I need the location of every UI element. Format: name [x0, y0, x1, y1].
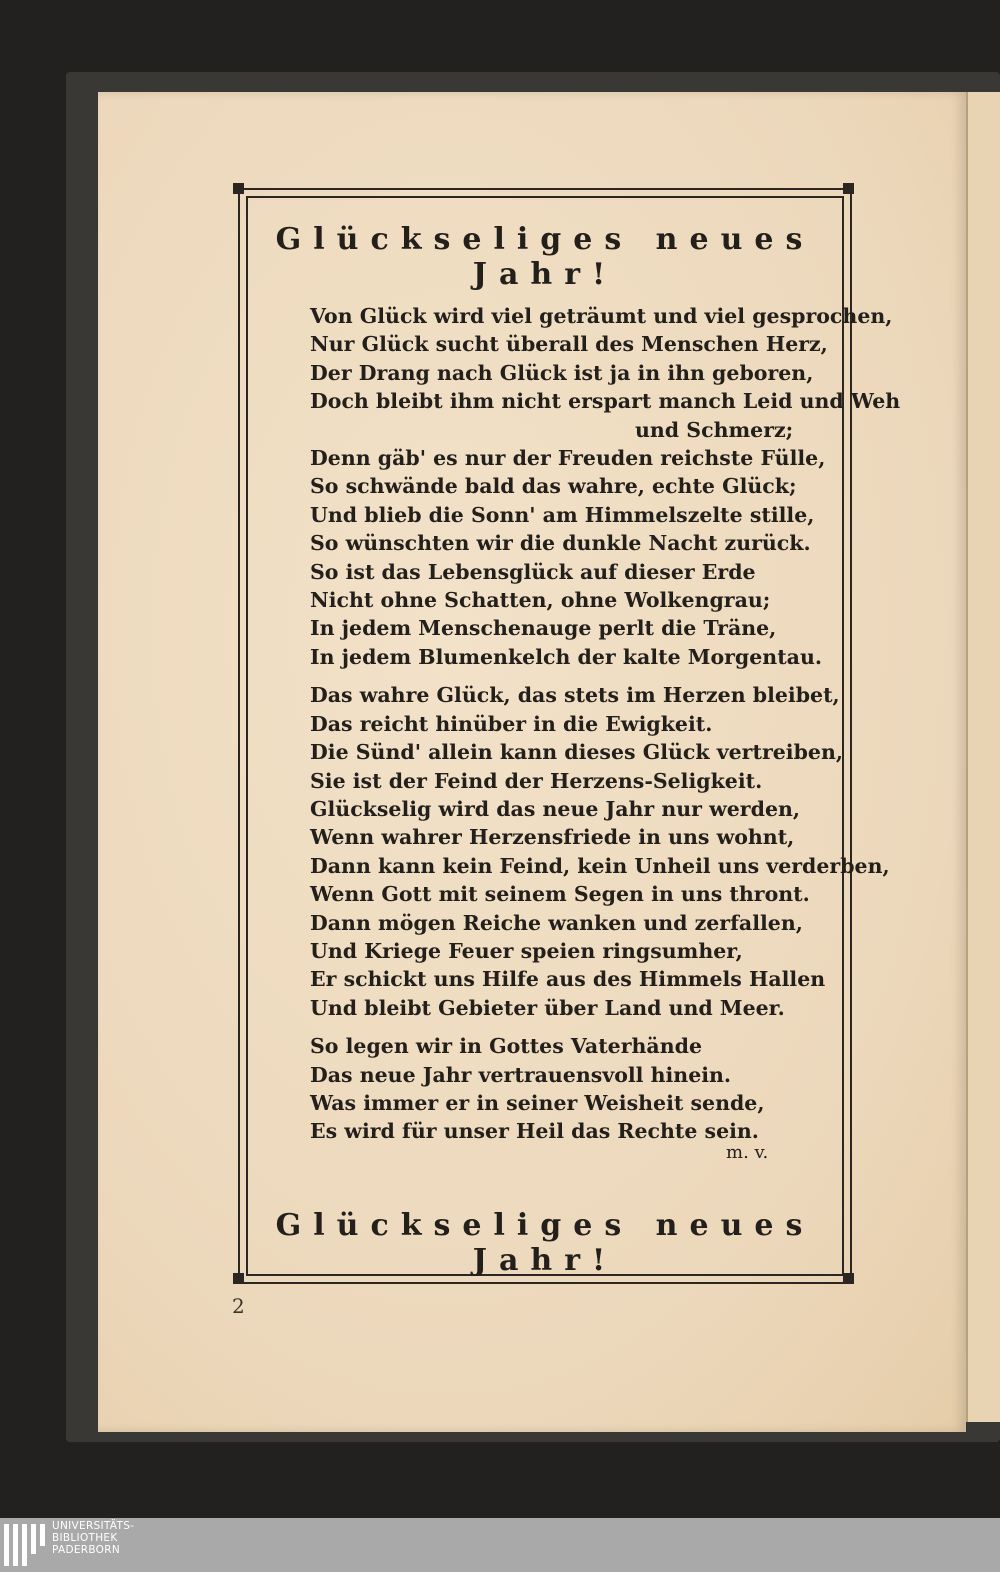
poem-line: Dann mögen Reiche wanken und zerfallen,	[310, 910, 803, 935]
poem-title-top: Glückseliges neues Jahr!	[275, 222, 815, 292]
library-name-line: PADERBORN	[52, 1544, 120, 1556]
frame-corner-top-right	[843, 183, 854, 194]
poem-line: In jedem Menschenauge perlt die Träne,	[310, 616, 777, 641]
poem-line: Die Sünd' allein kann dieses Glück vertreiben,	[310, 740, 843, 765]
frame-corner-bottom-right	[843, 1273, 854, 1284]
poem-line: Nur Glück sucht überall des Menschen Herz,	[310, 332, 828, 357]
poem-line: So ist das Lebensglück auf dieser Erde	[310, 559, 756, 584]
library-footer	[0, 1518, 1000, 1572]
page-number: 2	[232, 1294, 245, 1318]
poem-line: Und blieb die Sonn' am Himmelszelte stille,	[310, 502, 815, 527]
poem-line: Doch bleibt ihm nicht erspart manch Leid und Weh	[310, 389, 901, 414]
poem-title-bottom: Glückseliges neues Jahr!	[275, 1208, 815, 1278]
stanza-3	[310, 1032, 810, 1146]
poem-line: So wünschten wir die dunkle Nacht zurück.	[310, 531, 811, 556]
poem-line: So legen wir in Gottes Vaterhände	[310, 1034, 702, 1059]
poem-line: Das wahre Glück, das stets im Herzen bleibet,	[310, 683, 840, 708]
poem-line: Sie ist der Feind der Herzens-Seligkeit.	[310, 768, 763, 793]
poem-line: Von Glück wird viel geträumt und viel gesprochen,	[310, 304, 893, 328]
frame-corner-bottom-left	[233, 1273, 244, 1284]
library-name-line: BIBLIOTHEK	[52, 1532, 118, 1544]
poem-line: Das reicht hinüber in die Ewigkeit.	[310, 711, 713, 736]
poem-line: Denn gäb' es nur der Freuden reichste Fülle,	[310, 446, 826, 471]
poem-line: Wenn wahrer Herzensfriede in uns wohnt,	[310, 825, 795, 850]
poem-line: Dann kann kein Feind, kein Unheil uns verderben,	[310, 853, 890, 878]
poem-line: Und bleibt Gebieter über Land und Meer.	[310, 995, 785, 1020]
poem-line: Das neue Jahr vertrauensvoll hinein.	[310, 1062, 732, 1087]
poem-line: Glückselig wird das neue Jahr nur werden,	[310, 796, 801, 821]
poem-line: So schwände bald das wahre, echte Glück;	[310, 474, 797, 499]
frame-corner-top-left	[233, 183, 244, 194]
stanza-2	[310, 681, 890, 1022]
poem-line: Der Drang nach Glück ist ja in ihn geboren,	[310, 360, 814, 385]
poem-line: Es wird für unser Heil das Rechte sein.	[310, 1119, 759, 1144]
facing-page-edge	[966, 92, 1000, 1422]
poem-line: Und Kriege Feuer speien ringsumher,	[310, 938, 743, 963]
poem-line: Wenn Gott mit seinem Segen in uns thront.	[310, 882, 810, 907]
poem-line: Was immer er in seiner Weisheit sende,	[310, 1090, 765, 1115]
poem-body	[310, 302, 901, 1156]
poem-line-continuation: und Schmerz;	[635, 417, 794, 442]
library-name	[52, 1520, 134, 1556]
library-name-line: UNIVERSITÄTS-	[52, 1520, 135, 1532]
poem-line: Er schickt uns Hilfe aus des Himmels Hallen	[310, 967, 826, 992]
poem-line: Nicht ohne Schatten, ohne Wolkengrau;	[310, 588, 771, 613]
library-logo-icon	[4, 1522, 48, 1568]
poem-line: In jedem Blumenkelch der kalte Morgentau.	[310, 644, 822, 669]
author-initials: m. v.	[726, 1142, 769, 1163]
stanza-1	[310, 302, 901, 671]
